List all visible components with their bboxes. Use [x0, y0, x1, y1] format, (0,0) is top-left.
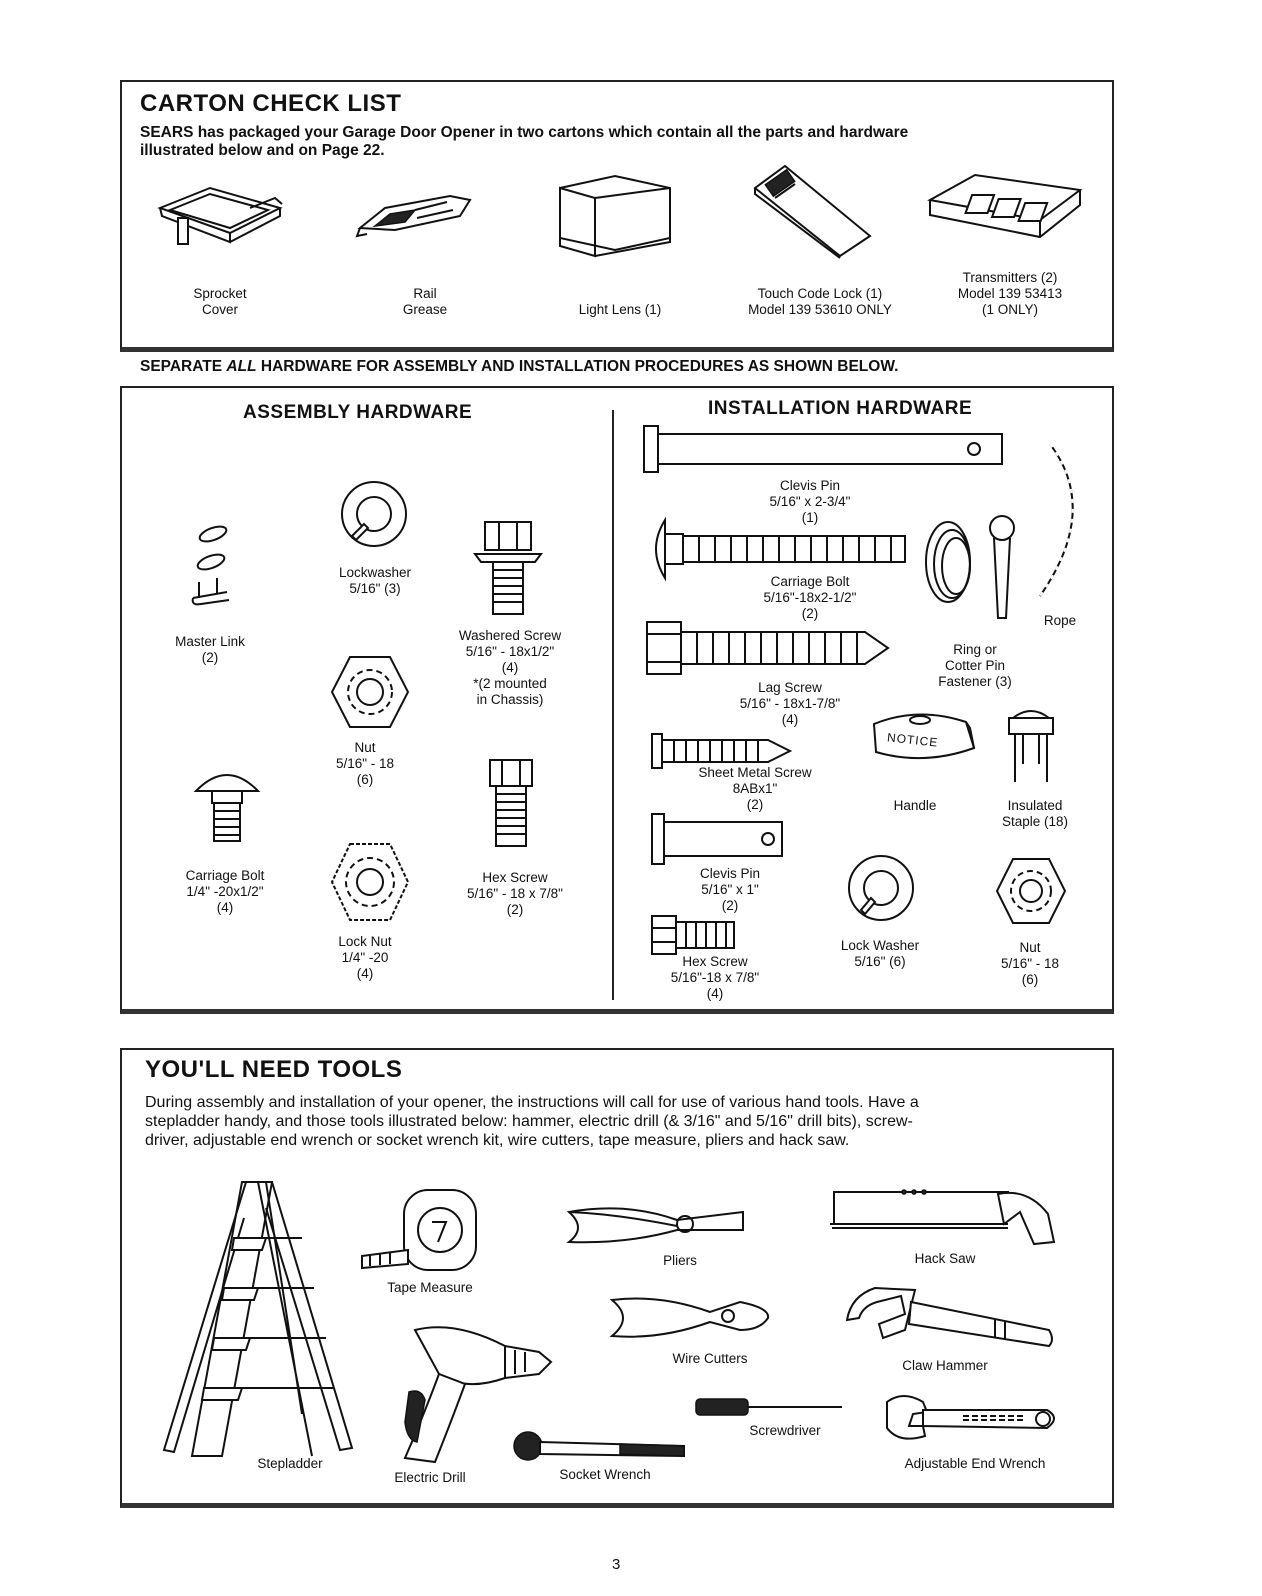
lockwasher-icon	[338, 478, 410, 550]
carriage-bolt-small-icon	[192, 765, 262, 845]
nut-install-label: Nut 5/16" - 18 (6)	[1000, 940, 1060, 987]
transmitter-label: Transmitters (2) Model 139 53413 (1 ONLY)	[957, 270, 1063, 317]
master-link-icon	[185, 522, 245, 608]
screwdriver-icon	[694, 1396, 846, 1418]
separate-hardware-note	[140, 358, 898, 376]
socket-wrench-icon	[510, 1428, 686, 1468]
hack-saw-icon	[828, 1184, 1060, 1248]
handle-label: Handle	[893, 798, 937, 813]
assembly-title: ASSEMBLY HARDWARE	[243, 402, 473, 423]
master-link-label: Master Link (2)	[175, 634, 245, 665]
clevis-pin-long-icon	[642, 424, 1004, 474]
rope-label: Rope	[1043, 613, 1077, 628]
lock-washer-label: Lock Washer 5/16" (6)	[840, 938, 920, 969]
claw-hammer-label: Claw Hammer	[902, 1358, 988, 1373]
insulated-staple-icon	[1005, 708, 1057, 784]
handle-notice-text: NOTICE	[886, 730, 939, 750]
touch-code-lock-label: Touch Code Lock (1) Model 139 53610 ONLY	[748, 286, 892, 317]
adjustable-wrench-label: Adjustable End Wrench	[904, 1456, 1046, 1471]
clevis-pin-short-icon	[650, 812, 785, 866]
carriage-bolt-small-label: Carriage Bolt 1/4" -20x1/2" (4)	[185, 868, 265, 915]
insulated-staple-label: Insulated Staple (18)	[1001, 798, 1069, 829]
rail-grease-label: Rail Grease	[402, 286, 448, 317]
nut-label: Nut 5/16" - 18 (6)	[335, 740, 395, 787]
carton-title: CARTON CHECK LIST	[140, 90, 402, 117]
wire-cutters-icon	[610, 1292, 772, 1344]
lock-washer-icon	[845, 852, 917, 924]
hardware-box	[120, 386, 1114, 1014]
pliers-icon	[567, 1200, 747, 1254]
tape-measure-icon	[360, 1186, 480, 1278]
wire-cutters-label: Wire Cutters	[672, 1351, 748, 1366]
hack-saw-label: Hack Saw	[914, 1251, 976, 1266]
separate-note-suffix: HARDWARE FOR ASSEMBLY AND INSTALLATION PROCEDURES AS SHOWN BELOW.	[256, 358, 899, 375]
sprocket-cover-icon	[150, 178, 290, 258]
tools-title: YOU'LL NEED TOOLS	[145, 1056, 403, 1083]
carton-intro-line1: SEARS has packaged your Garage Door Opener in two cartons which contain all the parts and hardware	[140, 124, 909, 141]
light-lens-icon	[555, 168, 675, 263]
electric-drill-label: Electric Drill	[394, 1470, 466, 1485]
tools-para-line1: During assembly and installation of your opener, the instructions will call for use of various hand tools. Have a	[145, 1094, 919, 1111]
lock-nut-icon	[328, 840, 412, 924]
tools-para-line3: driver, adjustable end wrench or socket wrench kit, wire cutters, tape measure, pliers and hack saw.	[145, 1132, 850, 1149]
ring-cotter-pin-icon	[918, 512, 1038, 622]
ring-cotter-pin-label: Ring or Cotter Pin Fastener (3)	[938, 642, 1012, 689]
lag-screw-icon	[645, 620, 890, 676]
adjustable-wrench-icon	[883, 1392, 1063, 1442]
touch-code-lock-icon	[745, 158, 875, 258]
tools-para-line2: stepladder handy, and those tools illustrated below: hammer, electric drill (& 3/16" and 5/16" drill bits), screw-	[145, 1113, 913, 1130]
sheet-metal-screw-label: Sheet Metal Screw 8ABx1" (2)	[698, 765, 812, 812]
screwdriver-label: Screwdriver	[749, 1423, 821, 1438]
sprocket-cover-label: Sprocket Cover	[193, 286, 247, 317]
installation-title: INSTALLATION HARDWARE	[708, 398, 973, 419]
hex-screw-icon	[488, 758, 534, 850]
tape-measure-label: Tape Measure	[387, 1280, 473, 1295]
hex-screw-short-label: Hex Screw 5/16"-18 x 7/8" (4)	[670, 954, 760, 1001]
washered-screw-label: Washered Screw 5/16" - 18x1/2" (4) *(2 mounted in Chassis)	[458, 628, 562, 707]
stepladder-label: Stepladder	[257, 1456, 323, 1471]
transmitter-icon	[925, 165, 1085, 250]
lag-screw-label: Lag Screw 5/16" - 18x1-7/8" (4)	[739, 680, 841, 727]
rail-grease-icon	[355, 188, 475, 243]
separate-note-prefix: SEPARATE	[140, 358, 227, 375]
hardware-divider	[612, 410, 614, 1000]
rope-icon	[1030, 440, 1088, 600]
pliers-label: Pliers	[663, 1253, 697, 1268]
light-lens-label: Light Lens (1)	[578, 302, 662, 317]
hex-screw-short-icon	[650, 914, 736, 956]
stepladder-icon	[162, 1178, 362, 1460]
clevis-pin-short-label: Clevis Pin 5/16" x 1" (2)	[699, 866, 761, 913]
hex-screw-label: Hex Screw 5/16" - 18 x 7/8" (2)	[467, 870, 563, 917]
nut-icon	[330, 652, 410, 732]
carton-intro-line2: illustrated below and on Page 22.	[140, 142, 385, 159]
lock-nut-label: Lock Nut 1/4" -20 (4)	[338, 934, 392, 981]
carriage-bolt-long-icon	[645, 518, 907, 580]
clevis-pin-long-label: Clevis Pin 5/16" x 2-3/4" (1)	[769, 478, 851, 525]
socket-wrench-label: Socket Wrench	[559, 1467, 651, 1482]
separate-note-emphasis: ALL	[226, 358, 257, 375]
washered-screw-icon	[473, 520, 543, 620]
nut-install-icon	[995, 855, 1067, 927]
lockwasher-label: Lockwasher 5/16" (3)	[338, 565, 412, 596]
carriage-bolt-long-label: Carriage Bolt 5/16"-18x2-1/2" (2)	[763, 574, 857, 621]
claw-hammer-icon	[845, 1284, 1057, 1364]
page-number: 3	[612, 1556, 621, 1573]
